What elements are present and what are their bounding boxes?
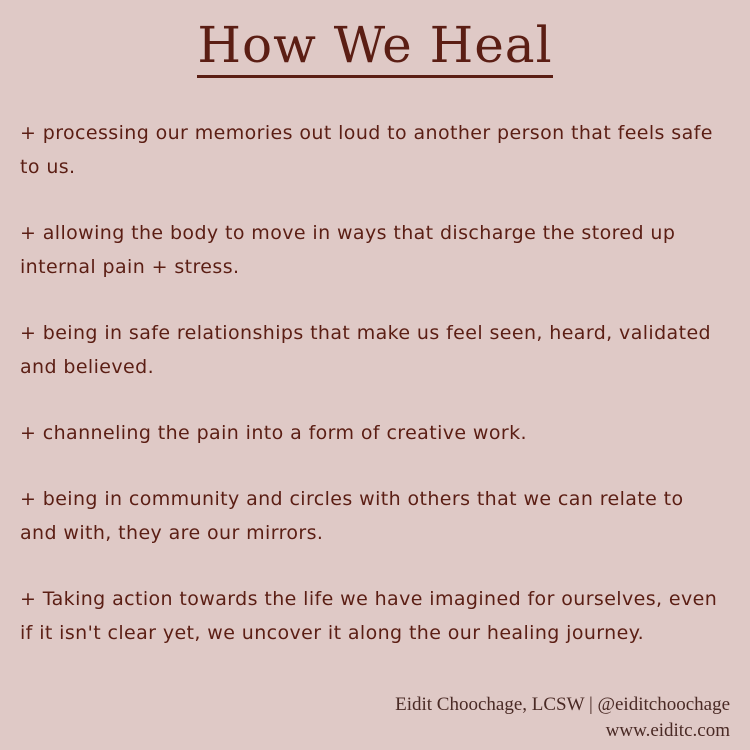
page-title: How We Heal	[197, 18, 552, 78]
footer	[395, 692, 730, 744]
list-item: + being in community and circles with others that we can relate to and with, they are our mirrors.	[20, 488, 684, 544]
website-link[interactable]: www.eiditc.com	[605, 720, 730, 741]
list-item: + being in safe relationships that make us feel seen, heard, validated and believed.	[20, 322, 712, 378]
healing-list	[20, 116, 725, 682]
page-title-container	[0, 18, 750, 78]
list-item: + Taking action towards the life we have imagined for ourselves, even if it isn't clear yet, we uncover it along the our healing journey.	[20, 588, 718, 644]
list-item: + channeling the pain into a form of creative work.	[20, 422, 527, 444]
list-item: + processing our memories out loud to another person that feels safe to us.	[20, 122, 713, 178]
list-item: + allowing the body to move in ways that discharge the stored up internal pain + stress.	[20, 222, 676, 278]
author-credit: Eidit Choochage, LCSW | @eiditchoochage	[395, 694, 730, 715]
